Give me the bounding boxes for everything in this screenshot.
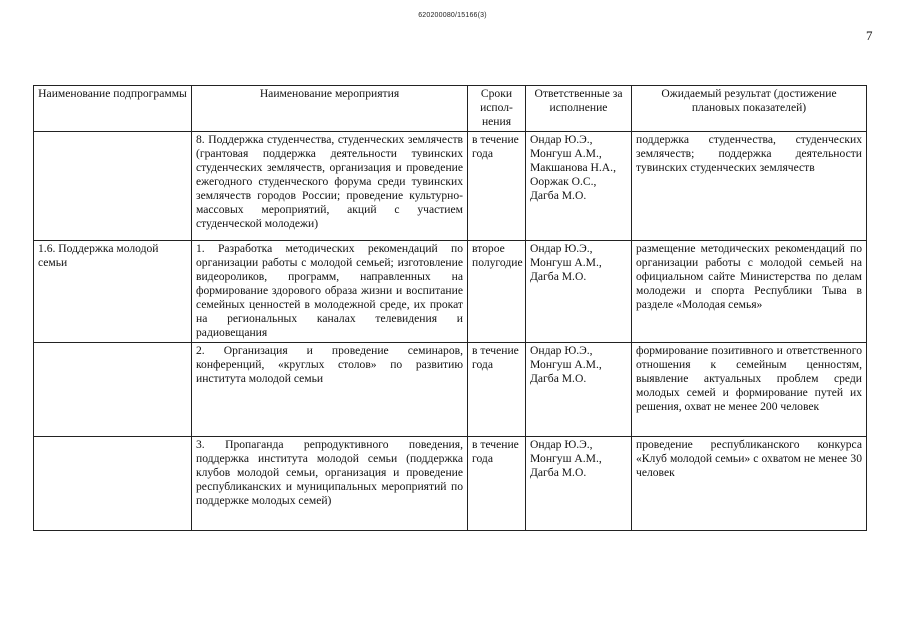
responsible-person: Дагба М.О. <box>530 189 587 202</box>
table-row <box>34 241 867 343</box>
column-header-event: Наименование мероприятия <box>192 86 468 132</box>
column-header-responsible: Ответственные за исполнение <box>526 86 632 132</box>
subprogram-cell <box>34 343 192 437</box>
event-cell: 8. Поддержка студенчества, студенческих землячеств (грантовая поддержка деятельности тувинских студенческих землячеств, организация и проведение ежегодного студенческого форума среди тувинских землячеств городов России; проведение культурно-массовых мероприятий, акций с участием студенческой молодежи) <box>192 132 468 241</box>
responsible-person: Дагба М.О. <box>530 466 587 479</box>
result-cell: поддержка студенчества, студенческих землячеств; поддержка деятельности тувинских студенческих землячеств <box>632 132 867 241</box>
event-cell: 3. Пропаганда репродуктивного поведения, поддержка института молодой семьи (поддержка клубов молодой семьи, организация и проведение республиканских и муниципальных мероприятий по поддержке молодых семей) <box>192 437 468 531</box>
responsible-person: Монгуш А.М., <box>530 452 602 465</box>
responsible-person: Монгуш А.М., <box>530 256 602 269</box>
responsible-person: Ондар Ю.Э., <box>530 344 593 357</box>
event-cell: 2. Организация и проведение семинаров, конференций, «круглых столов» по развитию института молодой семьи <box>192 343 468 437</box>
responsible-cell <box>526 343 632 437</box>
term-cell: в течение года <box>468 343 526 437</box>
responsible-person: Монгуш А.М., <box>530 358 602 371</box>
events-table <box>33 85 867 531</box>
term-cell: в течение года <box>468 437 526 531</box>
page-number: 7 <box>866 28 873 43</box>
column-header-result: Ожидаемый результат (достижение плановых показателей) <box>632 86 867 132</box>
result-cell: проведение республиканского конкурса «Клуб молодой семьи» с охватом не менее 30 человек <box>632 437 867 531</box>
subprogram-cell: 1.6. Поддержка молодой семьи <box>34 241 192 343</box>
responsible-person: Ондар Ю.Э., <box>530 438 593 451</box>
responsible-person: Ондар Ю.Э., <box>530 133 593 146</box>
table-row <box>34 437 867 531</box>
responsible-person: Макшанова Н.А., <box>530 161 616 174</box>
subprogram-cell <box>34 132 192 241</box>
responsible-cell <box>526 241 632 343</box>
term-cell: второе полугодие <box>468 241 526 343</box>
column-header-term: Сроки испол-нения <box>468 86 526 132</box>
table-header-row <box>34 86 867 132</box>
responsible-person: Ондар Ю.Э., <box>530 242 593 255</box>
responsible-cell <box>526 437 632 531</box>
subprogram-cell <box>34 437 192 531</box>
result-cell: формирование позитивного и ответственного отношения к семейным ценностям, выявление актуальных проблем среди молодых семей и формирование путей их решения, охват не менее 200 человек <box>632 343 867 437</box>
term-cell: в течение года <box>468 132 526 241</box>
responsible-person: Дагба М.О. <box>530 270 587 283</box>
responsible-person: Дагба М.О. <box>530 372 587 385</box>
responsible-person: Ооржак О.С., <box>530 175 597 188</box>
event-cell: 1. Разработка методических рекомендаций по организации работы с молодой семьей; изготовление видеороликов, программ, направленных на формирование здорового образа жизни и воспитание семейных ценностей в молодежной среде, их прокат на региональных каналах телевидения и радиовещания <box>192 241 468 343</box>
document-id: 620200080/15166(3) <box>418 12 487 19</box>
column-header-subprogram: Наименование подпрограммы <box>34 86 192 132</box>
table-row <box>34 132 867 241</box>
table-row <box>34 343 867 437</box>
responsible-cell <box>526 132 632 241</box>
responsible-person: Монгуш А.М., <box>530 147 602 160</box>
result-cell: размещение методических рекомендаций по организации работы с молодой семьей на официальном сайте Министерства по делам молодежи и спорта Республики Тыва в разделе «Молодая семья» <box>632 241 867 343</box>
